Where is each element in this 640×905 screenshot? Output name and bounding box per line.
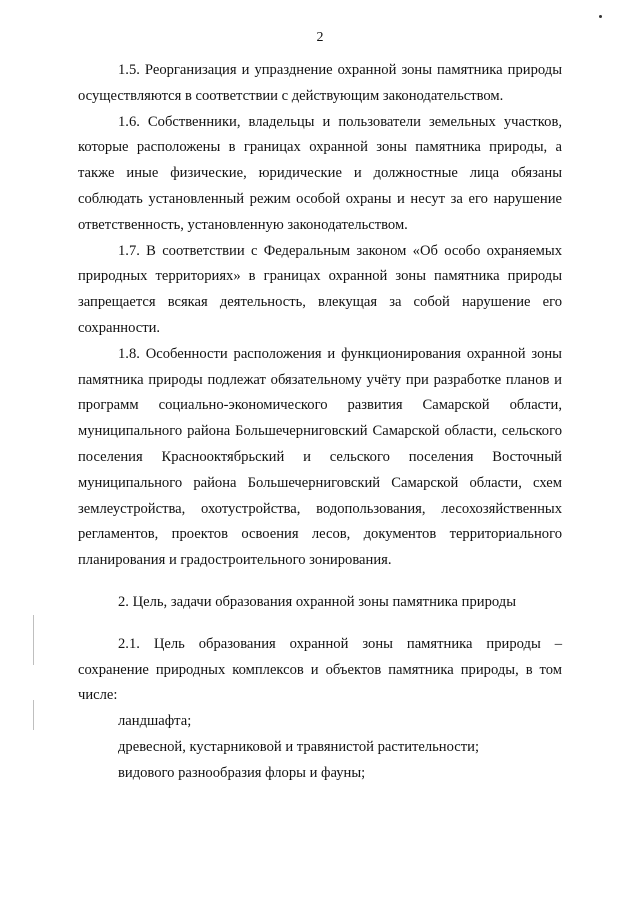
paragraph-1-7: 1.7. В соответствии с Федеральным законом «Об особо охраняемых природных территориях» в границах охранной зоны памятника природы запрещается всякая деятельность, влекущая за собой нарушение его сохранности.: [78, 242, 562, 336]
scan-margin-line: [33, 700, 34, 730]
list-item: ландшафта;: [118, 713, 192, 730]
spacer: [78, 574, 562, 590]
spacer: [78, 616, 562, 632]
paragraph-2-1: 2.1. Цель образования охранной зоны памятника природы – сохранение природных комплексов и объектов памятника природы, в том числе:: [78, 635, 562, 704]
page-number: 2: [316, 30, 324, 45]
document-body: [78, 58, 562, 787]
section-2-heading: 2. Цель, задачи образования охранной зоны памятника природы: [118, 593, 516, 610]
scan-margin-line: [33, 615, 34, 665]
paragraph-1-6: 1.6. Собственники, владельцы и пользователи земельных участков, которые расположены в границах охранной зоны памятника природы, а также иные физические, юридические и должностные лица обязаны соблюдать установленный режим особой охраны и несут за его нарушение ответственность, установленную законодательством.: [78, 113, 562, 233]
paragraph-1-5: 1.5. Реорганизация и упразднение охранной зоны памятника природы осуществляются в соответствии с действующим законодательством.: [78, 62, 562, 104]
scan-speck: [599, 15, 602, 18]
paragraph-1-8: 1.8. Особенности расположения и функционирования охранной зоны памятника природы подлежат обязательному учёту при разработке планов и программ социально-экономического развития Самарской области, муниципального района Большечерниговский Самарской области, сельского поселения Краснооктябрьский и сельского поселения Восточный муниципального района Большечерниговский Самарской области, схем землеустройства, охотустройства, водопользования, лесохозяйственных регламентов, проектов освоения лесов, документов территориального планирования и градостроительного зонирования.: [78, 345, 562, 569]
list-item: древесной, кустарниковой и травянистой растительности;: [118, 738, 479, 755]
list-item: видового разнообразия флоры и фауны;: [118, 764, 366, 781]
